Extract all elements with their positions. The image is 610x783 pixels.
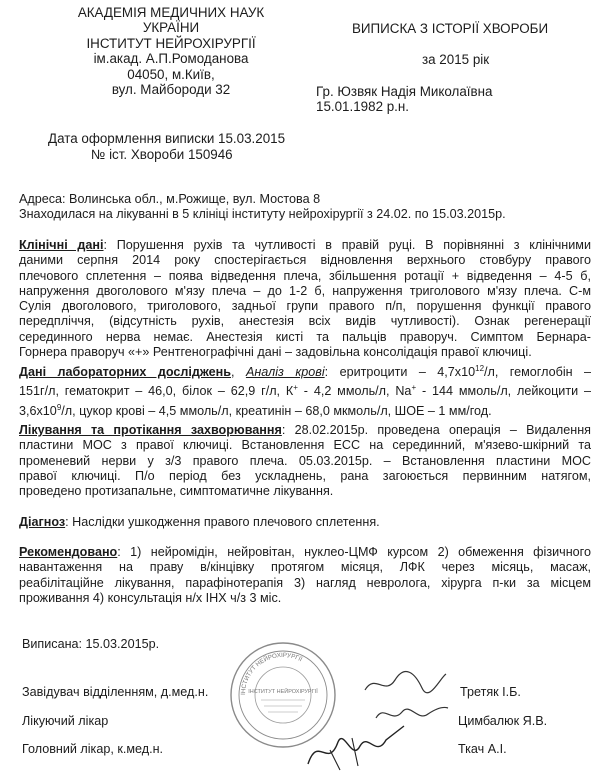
history-number: № іст. Хвороби 150946 [91,147,233,162]
head-of-department-title: Завідувач відділенням, д.мед.н. [22,685,209,699]
patient-birthdate: 15.01.1982 р.н. [316,99,410,114]
treatment-line: Лікування та протікання захворювання: 28.02.2015р. проведена операція – Видалення [19,423,591,437]
lab-label: Дані лабораторних досліджень [19,365,231,380]
document-year: за 2015 рік [422,52,490,67]
stamp-arc-text: ІНСТИТУТ НЕЙРОХІРУРГІЇ [239,651,304,696]
treatment-line: правої ключиці. П/о період без ускладнень, рана загоюється первинним натягом, [19,468,591,483]
patient-address: Адреса: Волинська обл., м.Рожище, вул. Мостова 8 [19,192,321,206]
treatment-line: променевий нерви у з/3 правого плеча. 05.03.2015р. – Встановлення пластини МОС [19,453,591,468]
treatment-section [19,423,591,499]
hospital-stay: Знаходилася на лікуванні в 5 клініці інституту нейрохірургії з 24.02. по 15.03.2015р. [19,207,506,222]
lab-section [19,361,591,419]
chief-doctor-title: Головний лікар, к.мед.н. [22,742,164,756]
clinical-section [19,238,591,360]
recommendation-label: Рекомендовано [19,545,118,559]
recommendation-line: навантаження на праву в/кінцівку протягом місяця, ЛФК через місяць, масаж, [19,560,591,575]
patient-prefix: Гр. [316,84,334,99]
clinical-line: Клінічні дані: Порушення рухів та чутливості в правій руці. В порівнянні з клінічними [19,238,591,252]
academy-country: УКРАЇНИ [142,20,200,36]
clinical-line: передпліччя, (відсутність рухів, анестезія всіх видів чутливості). Ознак регенерації [19,314,591,329]
lab-line: 151г/л, гематокрит – 46,0, білок – 62,9 г/л, К+ - 4,2 ммоль/л, Na+ - 144 ммоль/л, лейкоцити – [19,383,591,399]
clinical-line: Сулія двоголового, триголового, задньої групи правого п/п, порушення функції правого [19,299,591,314]
stamp-center-text: ІНСТИТУТ НЕЙРОХІРУРГІЇ [248,689,318,695]
treatment-line: пластини МОС з правої ключиці. Встановлення ЕСС на серединний, м'язево-шкірний та [19,438,591,453]
clinical-line: даними серпня 2014 року спостерігається відновлення верхнього стовбуру правого [19,253,591,268]
attending-doctor-title: Лікуючий лікар [22,714,109,728]
discharge-date: Виписана: 15.03.2015р. [22,637,160,651]
signature-chief [300,720,410,775]
institute-street: вул. Майбороди 32 [111,82,231,98]
diagnosis-label: Діагноз [19,515,66,529]
diagnosis-line: Діагноз: Наслідки ушкодження правого плечового сплетення. [19,515,380,529]
institute-name: ІНСТИТУТ НЕЙРОХІРУРГІЇ [86,35,256,51]
address-block [19,192,591,223]
lab-line: $3,6х10^9/л$, цукор крові – 4,5 ммоль/л, креатинін – 68,0 мкмоль/л, ШОЕ – 1 мм/год. [19,402,492,419]
clinical-line: Горнера праворуч «+» Рентгенографічні дані – задовільна консолідація правої ключиці. [19,345,532,360]
institute-honorific: ім.акад. А.П.Ромоданова [93,51,249,67]
recommendation-line: реабілітаційне лікування, парафінотерапія 3) нагляд невролога, хірурга п-ки за місцем [19,575,591,590]
recommendation-section [19,545,591,606]
attending-doctor-name: Цимбалюк Я.В. [458,714,548,728]
clinical-line: серединного нерва немає. Анестезія кисті та пальців праворуч. Симптом Бернара- [19,329,591,344]
recommendation-line: проживання 4) консультація н/х ІНХ ч/з 3 міс. [19,590,282,605]
patient-line [316,84,492,99]
institute-city: 04050, м.Київ, [127,66,215,82]
document-title: ВИПИСКА З ІСТОРІЇ ХВОРОБИ [352,21,549,36]
diagnosis-section [19,515,591,530]
issue-date: Дата оформлення виписки 15.03.2015 [48,131,286,146]
lab-line: Дані лабораторних досліджень, Аналіз крові: еритроцити – $4,7х10^{12}/л$, гемоглобін – [19,364,592,380]
patient-name: Юзвяк Надія Миколаївна [337,84,493,99]
treatment-label: Лікування та протікання захворювання [19,423,282,437]
academy-name: АКАДЕМІЯ МЕДИЧНИХ НАУК [77,5,265,20]
head-of-department-name: Третяк І.Б. [460,685,521,699]
chief-doctor-name: Ткач А.І. [458,742,507,756]
signature-head [360,668,450,698]
blood-test-label: Аналіз крові [245,365,325,380]
clinical-line: плечового сплетення – поява відведення плеча, збільшення ротації + відведення – 4-5 б, [19,268,591,283]
clinical-line: напруження двоголового м'язу плеча – до 1-2 б, напруження триголового м'язу плеча. С-м [19,283,591,298]
institution-header [40,5,302,97]
treatment-line: проведено протизапальне, симптоматичне лікування. [19,484,334,499]
clinical-label: Клінічні дані [19,238,104,252]
recommendation-line: Рекомендовано: 1) нейромідін, нейровітан, нуклео-ЦМФ курсом 2) обмеження фізичного [19,545,591,559]
